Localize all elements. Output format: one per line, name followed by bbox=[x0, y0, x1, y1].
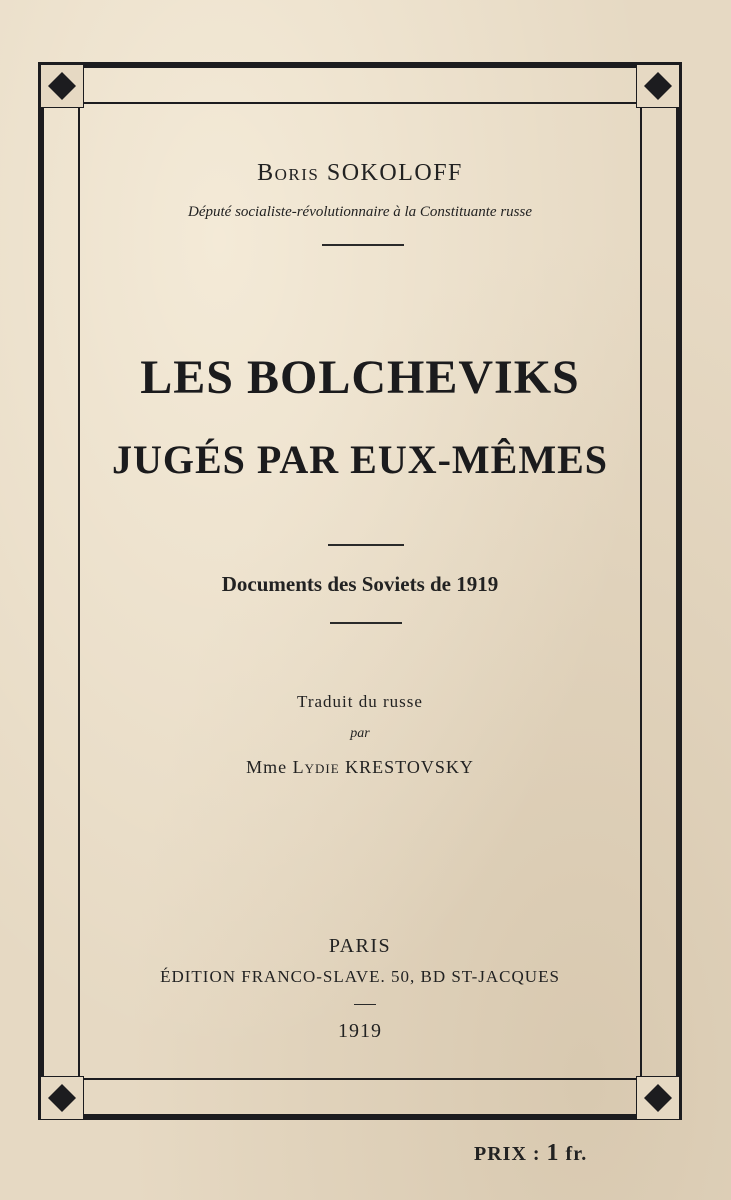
publication-year: 1919 bbox=[338, 1020, 382, 1042]
title-line-1: LES BOLCHEVIKS bbox=[140, 351, 580, 404]
translated-from: Traduit du russe bbox=[297, 692, 423, 711]
corner-diamond-icon bbox=[40, 1076, 84, 1120]
corner-diamond-icon bbox=[636, 64, 680, 108]
divider bbox=[322, 244, 404, 246]
divider bbox=[354, 1004, 376, 1005]
price-tag bbox=[474, 1140, 587, 1167]
author-name bbox=[78, 160, 642, 187]
by-label: par bbox=[350, 726, 370, 741]
translator-last-name: KRESTOVSKY bbox=[345, 757, 474, 777]
author-role: Député socialiste-révolutionnaire à la Constituante russe bbox=[188, 204, 532, 220]
title-line-2: JUGÉS PAR EUX-MÊMES bbox=[111, 437, 609, 482]
publisher-address: ÉDITION FRANCO-SLAVE. 50, BD ST-JACQUES bbox=[160, 967, 560, 986]
translator-title: Mme bbox=[246, 757, 288, 777]
author-first-name: Boris bbox=[257, 160, 320, 186]
price-unit: fr. bbox=[565, 1143, 588, 1165]
divider bbox=[328, 544, 404, 546]
divider bbox=[330, 622, 402, 624]
author-last-name: SOKOLOFF bbox=[326, 160, 463, 186]
translator-name bbox=[78, 757, 642, 778]
corner-diamond-icon bbox=[636, 1076, 680, 1120]
translator-first-name: Lydie bbox=[292, 757, 340, 777]
publication-city: PARIS bbox=[328, 935, 392, 957]
price-label: PRIX : bbox=[474, 1143, 541, 1165]
corner-diamond-icon bbox=[40, 64, 84, 108]
price-amount: 1 bbox=[546, 1140, 560, 1166]
documents-subtitle: Documents des Soviets de 1919 bbox=[221, 572, 499, 596]
